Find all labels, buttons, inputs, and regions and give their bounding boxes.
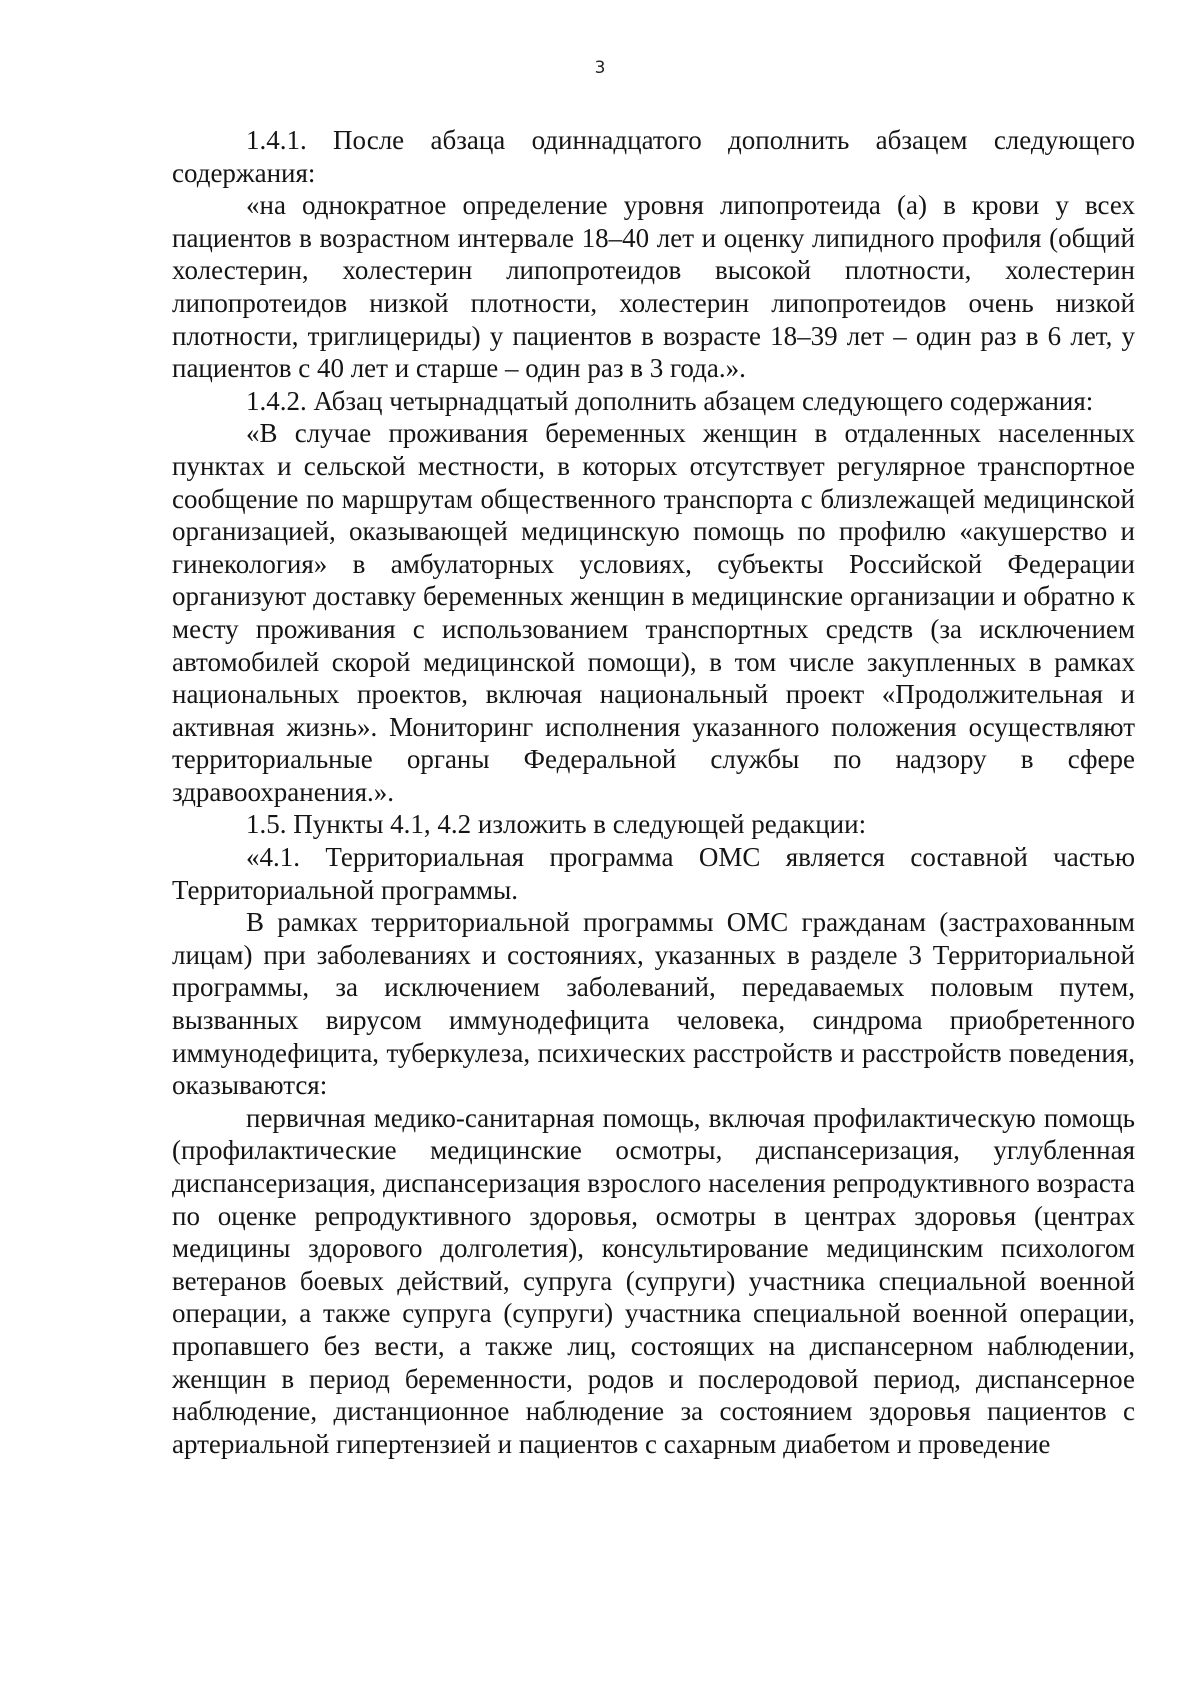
- paragraph-primary-care: первичная медико-санитарная помощь, включая профилактическую помощь (профилактические медицинские осмотры, диспансеризация, углубленная диспансеризация, диспансеризация взрослого населения репродуктивного возраста по оценке репродуктивного здоровья, осмотры в центрах здоровья (центрах медицины здорового долголетия), консультирование медицинским психологом ветеранов боевых действий, супруга (супруги) участника специальной военной операции, а также супруга (супруги) участника специальной военной операции, пропавшего без вести, а также лиц, состоящих на диспансерном наблюдении, женщин в период беременности, родов и послеродовой период, диспансерное наблюдение, дистанционное наблюдение за состоянием здоровья пациентов с артериальной гипертензией и пациентов с сахарным диабетом и проведение: [172, 1102, 1135, 1459]
- paragraph-1-4-1-heading: 1.4.1. После абзаца одиннадцатого дополнить абзацем следующего содержания:: [172, 125, 1135, 188]
- paragraph-4-1: «4.1. Территориальная программа ОМС является составной частью Территориальной программы.: [172, 842, 1135, 905]
- paragraph-1-5-heading: 1.5. Пункты 4.1, 4.2 изложить в следующей редакции:: [246, 809, 867, 840]
- paragraph-oms-scope: В рамках территориальной программы ОМС гражданам (застрахованным лицам) при заболеваниях и состояниях, указанных в разделе 3 Территориальной программы, за исключением заболеваний, передаваемых половым путем, вызванных вирусом иммунодефицита человека, синдрома приобретенного иммунодефицита, туберкулеза, психических расстройств и расстройств поведения, оказываются:: [172, 907, 1135, 1101]
- paragraph-pregnant-transport: «В случае проживания беременных женщин в отдаленных населенных пунктах и сельской местности, в которых отсутствует регулярное транспортное сообщение по маршрутам общественного транспорта с близлежащей медицинской организацией, оказывающей медицинскую помощь по профилю «акушерство и гинекология» в амбулаторных условиях, субъекты Российской Федерации организуют доставку беременных женщин в медицинские организации и обратно к месту проживания с использованием транспортных средств (за исключением автомобилей скорой медицинской помощи), в том числе закупленных в рамках национальных проектов, включая национальный проект «Продолжительная и активная жизнь». Мониторинг исполнения указанного положения осуществляют территориальные органы Федеральной службы по надзору в сфере здравоохранения.».: [172, 418, 1135, 807]
- document-body: [172, 124, 1135, 1460]
- paragraph-lipid-profile: «на однократное определение уровня липопротеида (а) в крови у всех пациентов в возрастном интервале 18–40 лет и оценку липидного профиля (общий холестерин, холестерин липопротеидов высокой плотности, холестерин липопротеидов низкой плотности, холестерин липопротеидов очень низкой плотности, триглицериды) у пациентов в возрасте 18–39 лет – один раз в 6 лет, у пациентов с 40 лет и старше – один раз в 3 года.».: [172, 190, 1135, 384]
- paragraph-1-4-2-heading: 1.4.2. Абзац четырнадцатый дополнить абзацем следующего содержания:: [246, 385, 1094, 416]
- page-number: 3: [594, 58, 606, 78]
